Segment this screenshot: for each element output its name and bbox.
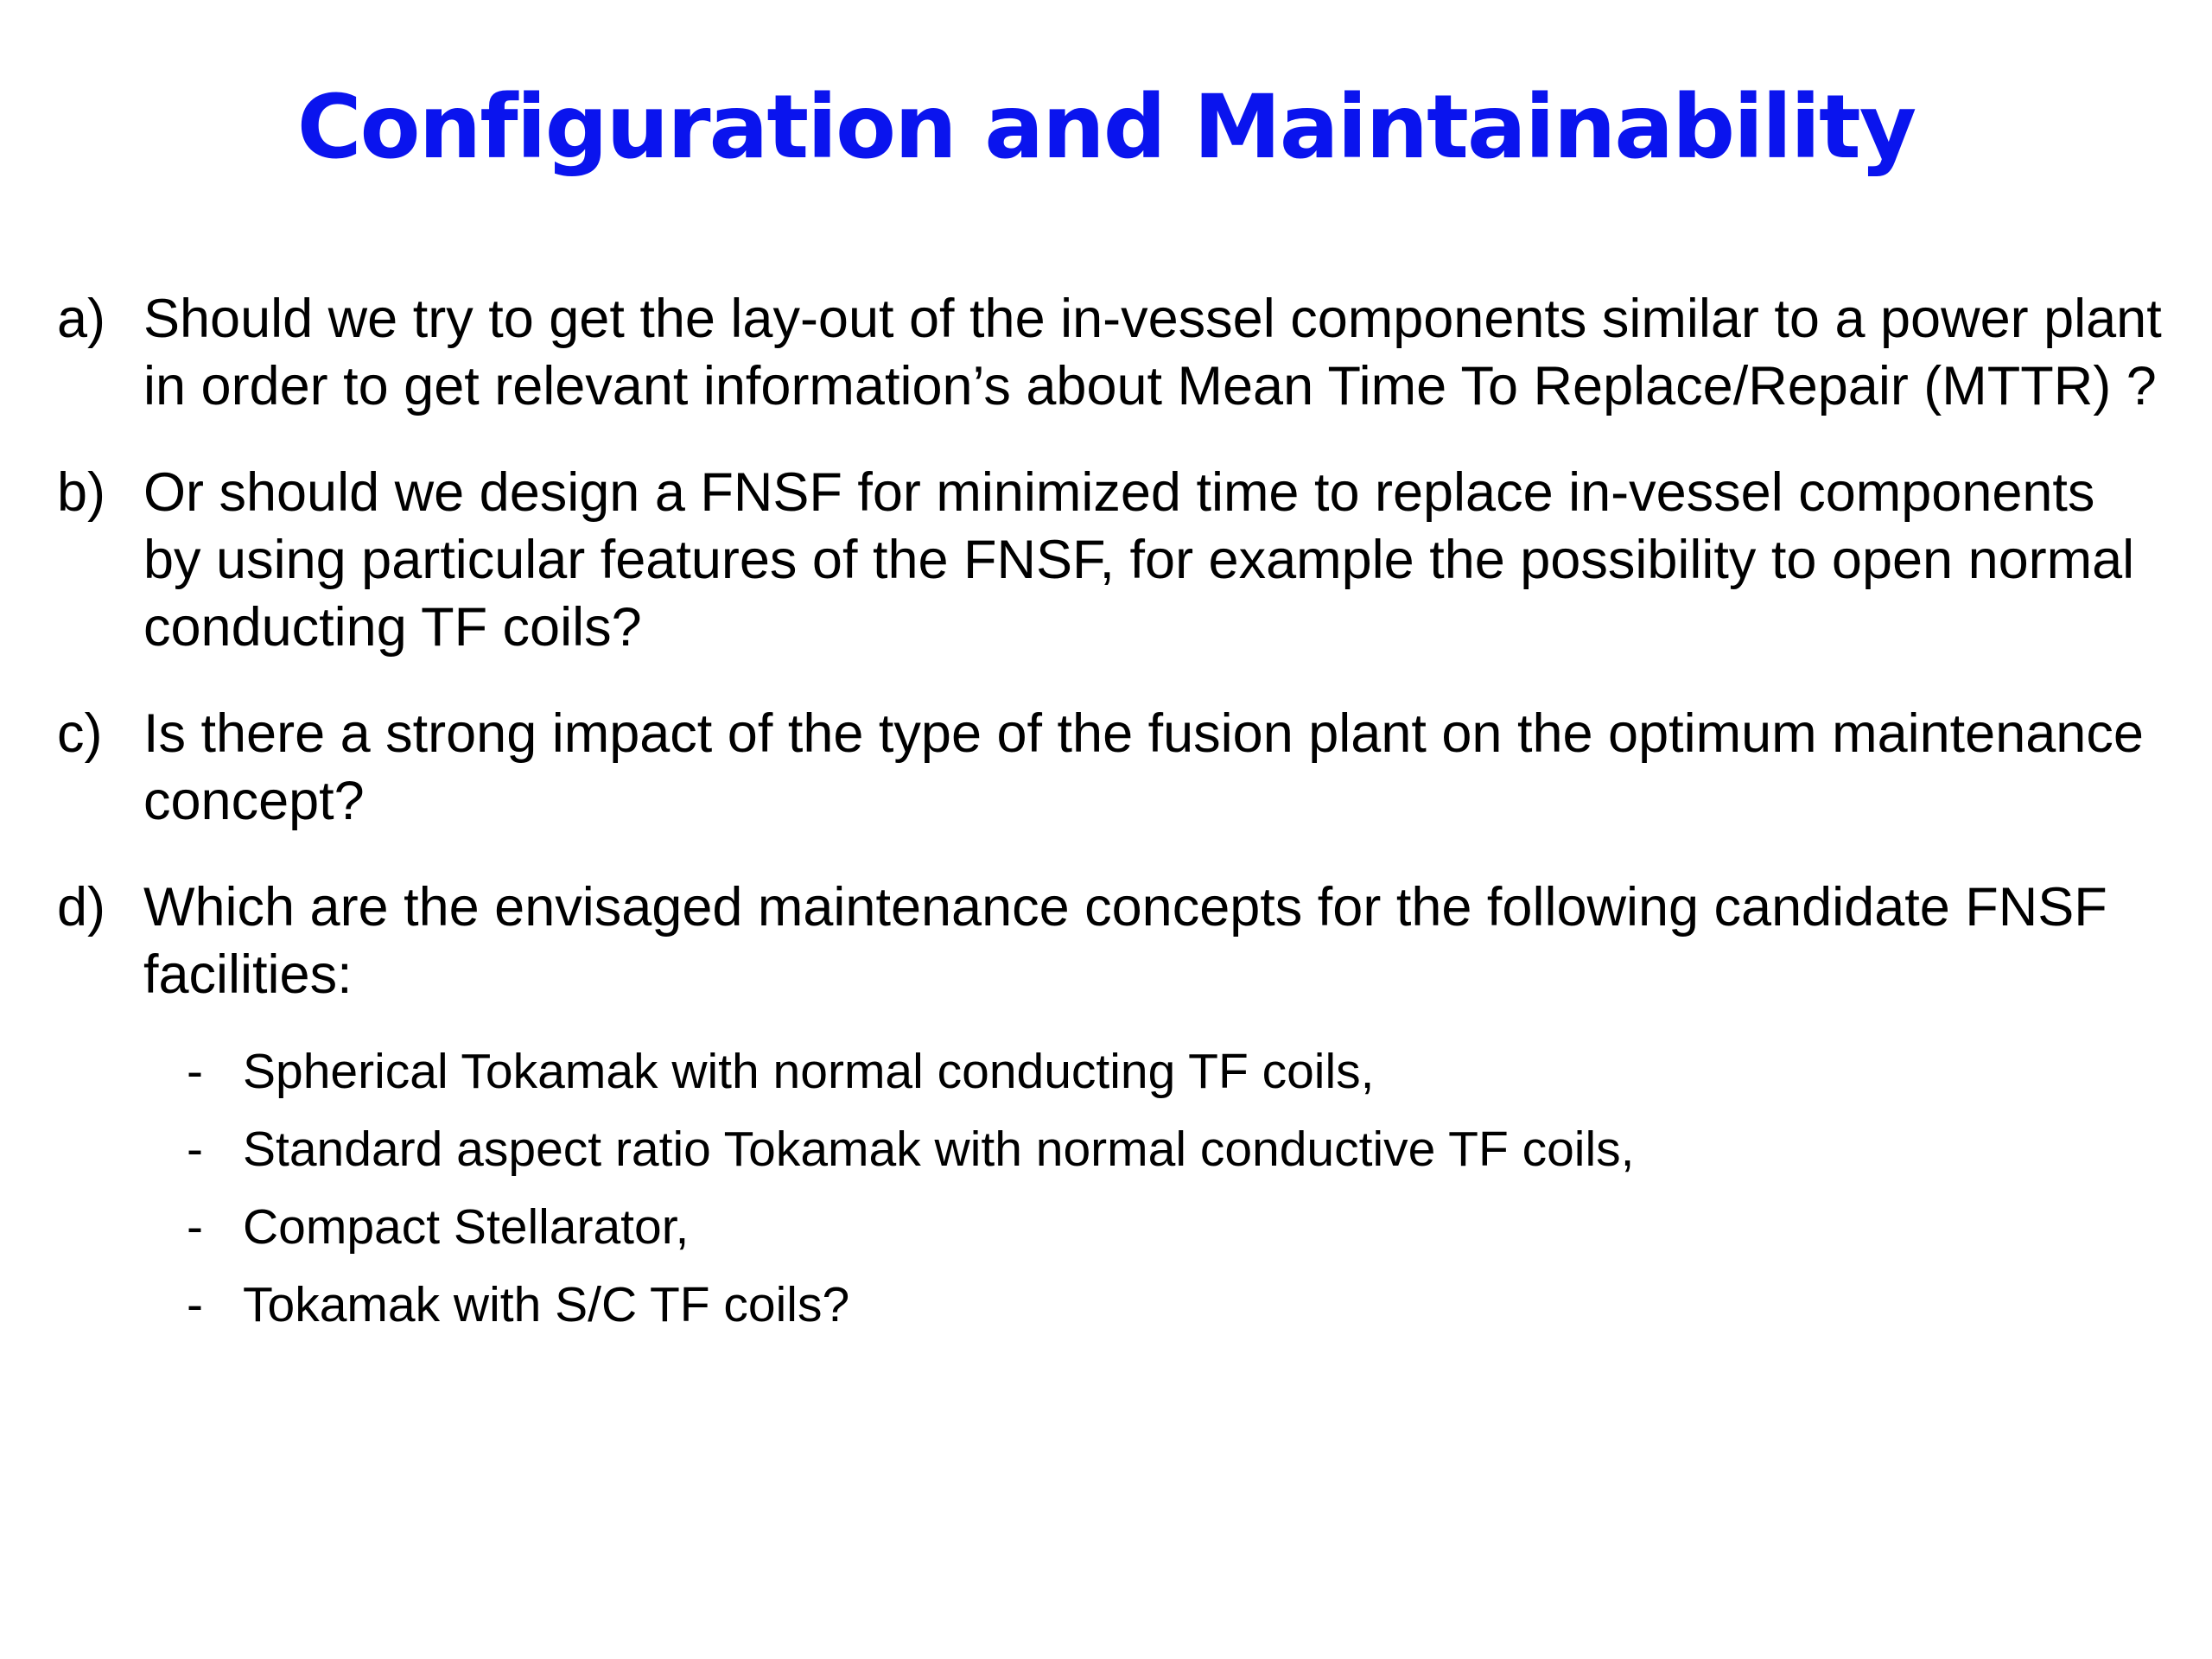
question-c: [57, 700, 2165, 835]
facility-text: Spherical Tokamak with normal conducting TF coils,: [243, 1044, 1375, 1099]
facility-item: [143, 1274, 2165, 1335]
slide-title: Configuration and Maintainability: [296, 76, 1916, 179]
question-text: Which are the envisaged maintenance concepts for the following candidate FNSF facilities:: [143, 877, 2107, 1005]
facility-list: [143, 1041, 2165, 1335]
dash-bullet: -: [187, 1199, 203, 1255]
facility-text: Tokamak with S/C TF coils?: [243, 1277, 850, 1332]
facility-item: [143, 1197, 2165, 1257]
question-text: Is there a strong impact of the type of the fusion plant on the optimum maintenance concept?: [143, 703, 2144, 831]
dash-bullet: -: [187, 1044, 203, 1099]
dash-bullet: -: [187, 1122, 203, 1177]
question-text: Should we try to get the lay-out of the in-vessel components similar to a power plant in order to get relevant information’s about Mean Time To Replace/Repair (MTTR) ?: [143, 289, 2162, 416]
facility-item: [143, 1041, 2165, 1102]
facility-item: [143, 1119, 2165, 1179]
question-list: [57, 285, 2165, 1374]
question-marker: c): [57, 703, 103, 764]
question-text: Or should we design a FNSF for minimized time to replace in-vessel components by using particular features of the FNSF, for example the possibility to open normal conducting TF coils?: [143, 462, 2135, 658]
question-b: [57, 459, 2165, 661]
question-a: [57, 285, 2165, 420]
facility-text: Standard aspect ratio Tokamak with normal conductive TF coils,: [243, 1122, 1635, 1177]
facility-text: Compact Stellarator,: [243, 1199, 690, 1255]
question-marker: b): [57, 462, 106, 523]
dash-bullet: -: [187, 1277, 203, 1332]
question-d: [57, 874, 2165, 1335]
question-marker: d): [57, 877, 106, 938]
question-marker: a): [57, 289, 106, 349]
